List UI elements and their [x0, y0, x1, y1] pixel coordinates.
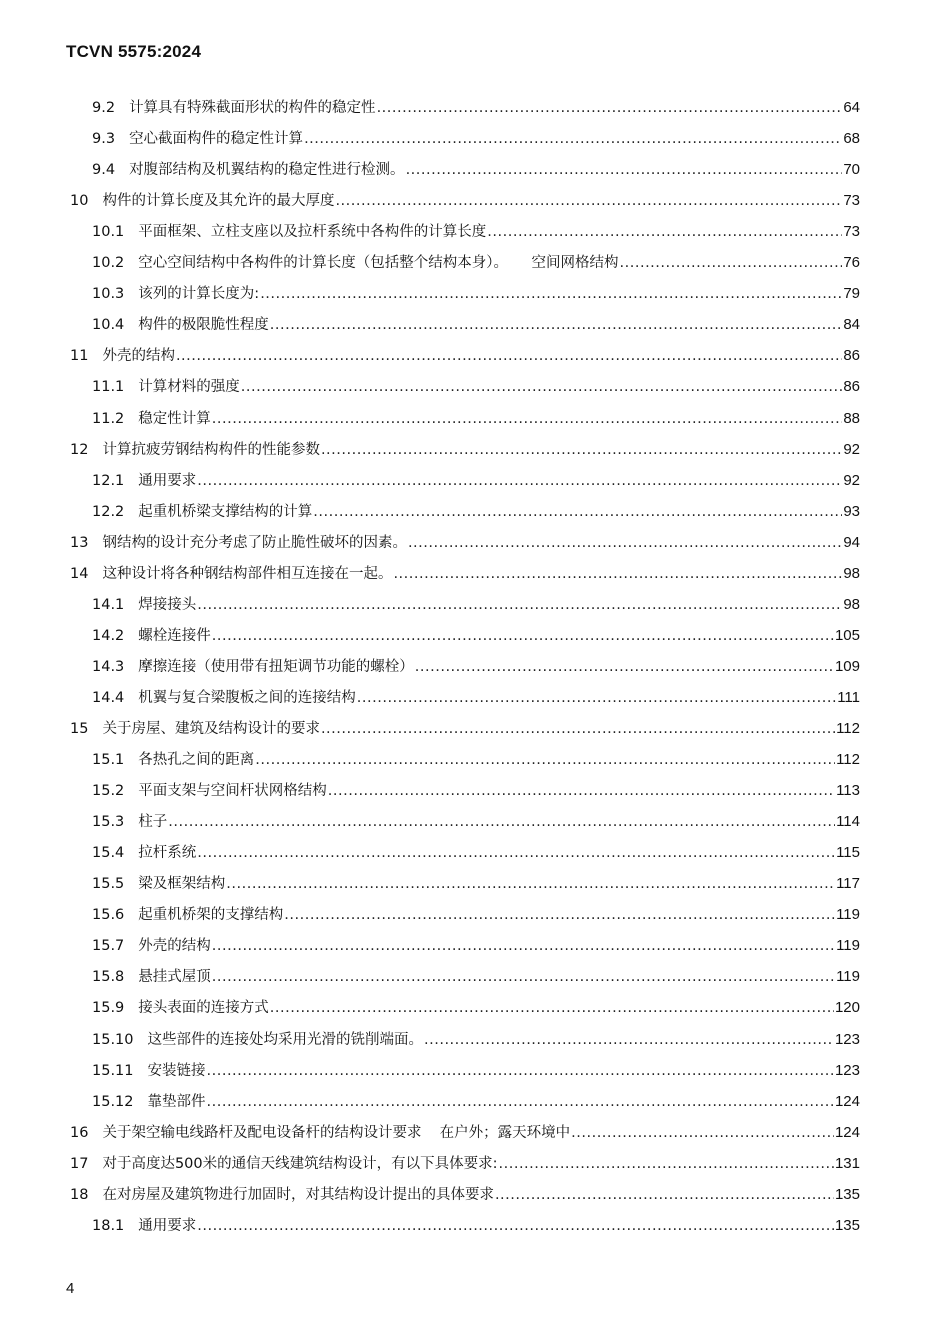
toc-entry[interactable]	[92, 500, 860, 522]
toc-entry-page: 64	[843, 99, 860, 116]
toc-entry-leader	[270, 317, 843, 333]
toc-entry[interactable]	[92, 158, 860, 180]
toc-entry[interactable]	[92, 624, 860, 646]
toc-entry-leader	[335, 193, 842, 209]
toc-entry-number: 15.11	[92, 1062, 134, 1079]
toc-entry-leader	[304, 131, 842, 147]
toc-entry[interactable]	[92, 1059, 860, 1081]
toc-entry-title: 外壳的结构	[138, 938, 211, 955]
toc-entry-title-tail: 在户外；露天环境中	[439, 1124, 571, 1141]
toc-entry-number: 10	[70, 193, 89, 210]
toc-entry-title: 空心空间结构中各构件的计算长度（包括整个结构本身）。	[138, 255, 509, 272]
toc-entry-title: 摩擦连接（使用带有扭矩调节功能的螺栓）	[138, 658, 414, 675]
toc-entry-title: 通用要求	[138, 1217, 197, 1234]
toc-entry-title: 通用要求	[138, 472, 197, 489]
toc-entry[interactable]	[92, 934, 860, 956]
toc-entry-number: 18	[70, 1186, 89, 1203]
toc-entry-leader	[260, 286, 842, 302]
toc-entry-number: 11.2	[92, 410, 125, 427]
toc-entry-number: 9.4	[92, 162, 116, 179]
toc-entry-number: 14.2	[92, 627, 125, 644]
toc-entry-number: 15.12	[92, 1093, 134, 1110]
toc-entry[interactable]	[92, 748, 860, 770]
toc-entry[interactable]	[92, 220, 860, 242]
toc-entry-page: 115	[836, 844, 860, 862]
toc-entry-page: 70	[843, 161, 860, 179]
toc-entry-number: 10.1	[92, 224, 125, 241]
toc-entry-title: 平面框架、立柱支座以及拉杆系统中各构件的计算长度	[138, 224, 487, 241]
toc-entry[interactable]	[92, 655, 860, 677]
toc-entry-leader	[620, 255, 843, 271]
toc-entry[interactable]	[92, 810, 860, 832]
toc-entry[interactable]	[92, 841, 860, 863]
toc-entry-number: 16	[70, 1124, 89, 1141]
toc-entry-title: 对腹部结构及机翼结构的稳定性进行检测。	[129, 162, 405, 179]
toc-entry[interactable]	[70, 562, 860, 584]
toc-entry[interactable]	[92, 96, 860, 118]
toc-entry-leader	[212, 628, 834, 644]
toc-entry-title: 空心截面构件的稳定性计算	[129, 131, 304, 148]
toc-entry-page: 92	[843, 440, 860, 458]
toc-entry-number: 15	[70, 721, 89, 737]
toc-entry-title: 在对房屋及建筑物进行加固时，对其结构设计提出的具体要求	[102, 1186, 494, 1203]
toc-entry-number: 15.9	[92, 1000, 125, 1017]
toc-entry-leader	[226, 876, 835, 892]
toc-entry[interactable]	[92, 872, 860, 894]
toc-entry-leader	[408, 535, 842, 551]
toc-entry-title: 梁及框架结构	[138, 876, 226, 893]
toc-entry-page: 86	[843, 378, 860, 396]
toc-entry-page: 98	[843, 595, 860, 613]
page-number: 4	[66, 1280, 75, 1297]
toc-entry-page: 112	[836, 720, 860, 737]
toc-entry-number: 14.3	[92, 658, 125, 675]
toc-entry-number: 18.1	[92, 1217, 125, 1234]
toc-entry-page: 109	[834, 657, 860, 675]
toc-entry[interactable]	[70, 438, 860, 460]
toc-entry[interactable]	[92, 965, 860, 987]
toc-entry-number: 15.7	[92, 938, 125, 955]
toc-entry-page: 123	[834, 1061, 860, 1079]
toc-entry-leader	[321, 721, 835, 737]
toc-entry-title: 机翼与复合梁腹板之间的连接结构	[138, 689, 356, 706]
toc-entry-number: 15.8	[92, 969, 125, 986]
toc-entry-title-tail: 空间网格结构	[531, 255, 619, 272]
toc-entry-leader	[255, 752, 835, 768]
toc-entry-number: 14.4	[92, 689, 125, 706]
toc-entry[interactable]	[92, 251, 860, 273]
toc-entry-leader	[176, 348, 842, 364]
toc-entry-number: 15.10	[92, 1031, 134, 1048]
toc-entry[interactable]	[70, 717, 860, 739]
toc-entry-title: 计算具有特殊截面形状的构件的稳定性	[129, 100, 376, 116]
toc-entry-title: 安装链接	[147, 1062, 206, 1079]
toc-entry-title: 拉杆系统	[138, 845, 197, 862]
toc-entry[interactable]	[92, 469, 860, 491]
toc-entry-number: 14	[70, 565, 89, 582]
toc-entry-page: 119	[836, 906, 860, 924]
toc-entry-number: 15.1	[92, 752, 125, 769]
toc-entry[interactable]	[92, 903, 860, 925]
toc-entry-leader	[415, 659, 834, 675]
toc-entry-title: 焊接接头	[138, 596, 197, 613]
toc-entry-number: 10.2	[92, 255, 125, 272]
toc-entry-title: 稳定性计算	[138, 410, 211, 427]
toc-entry-leader	[357, 690, 836, 706]
toc-entry-title: 起重机桥架的支撑结构	[138, 907, 284, 924]
toc-entry-number: 15.3	[92, 814, 125, 831]
toc-entry[interactable]	[92, 1028, 860, 1050]
toc-entry-leader	[313, 504, 842, 520]
toc-entry-number: 9.3	[92, 131, 116, 148]
toc-entry-leader	[197, 473, 842, 489]
toc-entry-number: 17	[70, 1155, 89, 1172]
toc-entry-page: 135	[834, 1185, 860, 1203]
toc-entry-leader	[487, 224, 842, 240]
toc-entry-number: 15.2	[92, 783, 125, 800]
toc-entry-page: 84	[843, 316, 860, 334]
toc-entry-title: 关于房屋、建筑及结构设计的要求	[102, 721, 320, 737]
toc-entry-number: 11	[70, 348, 89, 365]
toc-entry[interactable]	[70, 189, 860, 211]
toc-entry-leader	[197, 597, 842, 613]
toc-entry-title: 悬挂式屋顶	[138, 969, 211, 986]
toc-entry[interactable]	[70, 1183, 860, 1205]
toc-entry-title: 构件的极限脆性程度	[138, 317, 269, 334]
toc-entry[interactable]	[92, 127, 860, 149]
toc-entry[interactable]	[92, 593, 860, 615]
toc-entry[interactable]	[92, 779, 860, 801]
toc-entry-page: 135	[834, 1216, 860, 1234]
toc-entry-title: 起重机桥梁支撑结构的计算	[138, 503, 313, 520]
toc-entry-title: 计算材料的强度	[138, 379, 240, 396]
toc-entry-page: 105	[834, 626, 860, 644]
toc-entry-title: 构件的计算长度及其允许的最大厚度	[102, 193, 335, 210]
toc-entry-page: 76	[843, 254, 860, 272]
toc-entry[interactable]	[92, 282, 860, 304]
toc-entry-page: 117	[836, 875, 860, 893]
toc-entry-leader	[393, 566, 842, 582]
toc-entry-page: 114	[836, 813, 860, 831]
toc-entry-leader	[241, 379, 843, 395]
toc-entry-leader	[406, 162, 843, 178]
toc-entry-title: 这种设计将各种钢结构部件相互连接在一起。	[102, 565, 393, 582]
toc-entry-number: 10.4	[92, 317, 125, 334]
toc-entry-page: 119	[836, 937, 860, 955]
toc-entry-page: 124	[834, 1092, 860, 1110]
toc-entry-number: 12	[70, 441, 89, 458]
toc-entry-leader	[207, 1094, 834, 1110]
toc-entry-page: 92	[843, 471, 860, 489]
toc-entry[interactable]	[92, 1214, 860, 1236]
toc-entry-title: 该列的计算长度为:	[138, 286, 260, 303]
toc-entry-leader	[495, 1187, 834, 1203]
toc-entry-page: 93	[843, 502, 860, 520]
toc-entry-number: 15.6	[92, 907, 125, 924]
toc-entry[interactable]	[92, 1090, 860, 1112]
toc-entry-page: 79	[843, 285, 860, 303]
toc-entry-leader	[212, 969, 835, 985]
toc-entry-leader	[377, 100, 843, 116]
toc-entry[interactable]	[70, 531, 860, 553]
toc-entry[interactable]	[92, 313, 860, 335]
toc-entry-title: 这些部件的连接处均采用光滑的铣削端面。	[147, 1031, 424, 1048]
toc-entry-title: 外壳的结构	[102, 348, 175, 365]
toc-entry-page: 73	[843, 192, 860, 210]
toc-entry-leader	[270, 1000, 834, 1016]
toc-entry-number: 15.4	[92, 845, 125, 862]
toc-entry-page: 113	[836, 782, 860, 800]
toc-entry-number: 10.3	[92, 286, 125, 303]
toc-entry[interactable]	[92, 375, 860, 397]
toc-entry-title: 关于架空输电线路杆及配电设备杆的结构设计要求	[102, 1124, 422, 1141]
toc-entry-number: 11.1	[92, 379, 125, 396]
toc-entry-page: 112	[836, 751, 860, 769]
toc-entry-title: 靠垫部件	[147, 1093, 206, 1110]
toc-entry-page: 98	[843, 564, 860, 582]
toc-entry-number: 14.1	[92, 596, 125, 613]
toc-entry-page: 124	[834, 1123, 860, 1141]
toc-entry-number: 15.5	[92, 876, 125, 893]
toc-entry-leader	[197, 1218, 834, 1234]
toc-entry-leader	[168, 814, 835, 830]
toc-entry-leader	[571, 1125, 834, 1141]
toc-entry-leader	[321, 442, 842, 458]
toc-entry-leader	[207, 1063, 834, 1079]
toc-entry-title: 对于高度达500米的通信天线建筑结构设计，有以下具体要求:	[102, 1155, 498, 1172]
toc-entry-page: 111	[837, 688, 860, 706]
document-header: TCVN 5575:2024	[66, 42, 202, 61]
toc-entry-title: 计算抗疲劳钢结构构件的性能参数	[102, 441, 320, 458]
toc-entry-title: 柱子	[138, 814, 168, 831]
toc-entry-leader	[212, 938, 835, 954]
toc-entry[interactable]	[92, 996, 860, 1018]
toc-entry-title: 接头表面的连接方式	[138, 1000, 269, 1017]
toc-entry-page: 73	[843, 223, 860, 241]
toc-entry-number: 9.2	[92, 100, 116, 116]
toc-entry[interactable]	[70, 1152, 860, 1174]
toc-entry-page: 123	[834, 1030, 860, 1048]
toc-entry[interactable]	[70, 344, 860, 366]
toc-entry-page: 94	[843, 533, 860, 551]
toc-entry-leader	[499, 1156, 834, 1172]
toc-entry[interactable]	[92, 686, 860, 708]
toc-entry-leader	[328, 783, 835, 799]
toc-entry-title: 平面支架与空间杆状网格结构	[138, 783, 327, 800]
toc-entry-leader	[197, 845, 835, 861]
toc-entry-page: 86	[843, 347, 860, 365]
toc-entry[interactable]	[92, 407, 860, 429]
toc-entry-title: 各热孔之间的距离	[138, 752, 255, 769]
toc-entry-number: 13	[70, 534, 89, 551]
toc-entry-number: 12.1	[92, 472, 125, 489]
toc-entry-page: 131	[834, 1154, 860, 1172]
toc-entry-page: 120	[834, 999, 860, 1017]
toc-entry-leader	[212, 411, 843, 427]
toc-entry-page: 68	[843, 130, 860, 148]
toc-entry-leader	[424, 1032, 834, 1048]
toc-entry-page: 119	[836, 968, 860, 986]
toc-entry-page: 88	[843, 409, 860, 427]
toc-entry-number: 12.2	[92, 503, 125, 520]
toc-entry[interactable]	[70, 1121, 860, 1143]
toc-entry-title: 钢结构的设计充分考虑了防止脆性破坏的因素。	[102, 534, 407, 551]
toc-entry-title: 螺栓连接件	[138, 627, 211, 644]
toc-entry-leader	[284, 907, 835, 923]
